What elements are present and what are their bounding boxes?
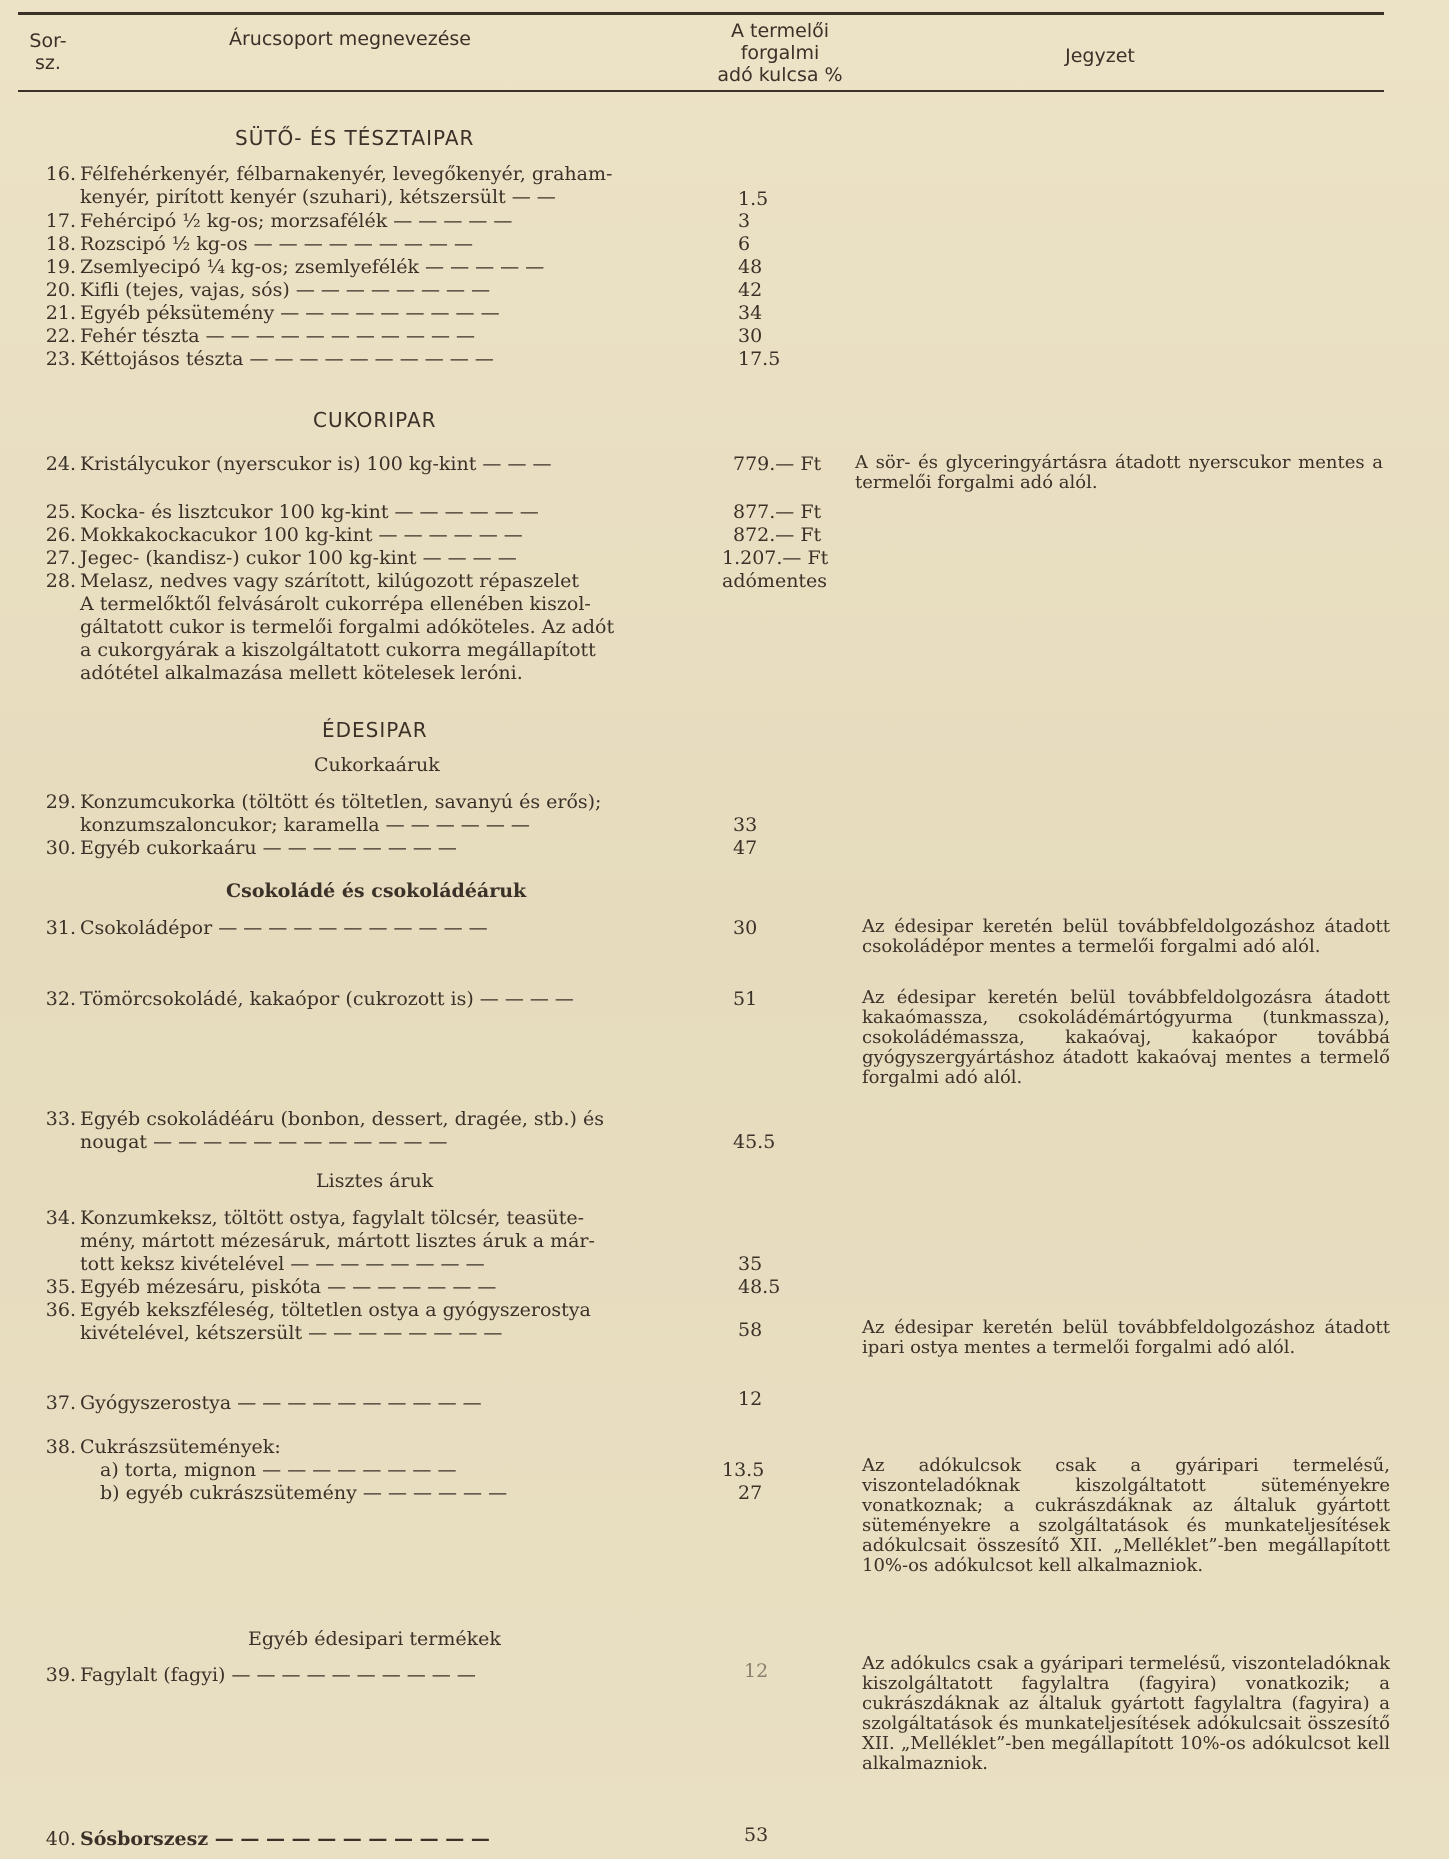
row-number: 28.: [45, 570, 76, 592]
row-description: Fehércipó ½ kg-os; morzsafélék — — — — —: [80, 210, 513, 232]
row-description: Csokoládépor — — — — — — — — — — —: [80, 917, 488, 939]
row-rate: 30: [738, 325, 763, 347]
row-number: 22.: [45, 325, 76, 347]
row-rate: 6: [738, 233, 751, 255]
row-rate: 48: [738, 256, 763, 278]
subsection-cukorkaaruk: Cukorkaáruk: [314, 754, 440, 776]
note-text: A sör- és glyceringyártásra átadott nyerscukor mentes a termelői forgalmi adó alól.: [855, 452, 1383, 493]
row-rate: 27: [738, 1482, 763, 1504]
row-number: 33.: [45, 1108, 76, 1130]
row-description: Gyógyszerostya — — — — — — — — — —: [80, 1392, 482, 1414]
row-number: 18.: [45, 233, 76, 255]
row-description: Cukrászsütemények: a) torta, mignon — — — — — — — — b) egyéb cukrászsütemény — — — — — —: [80, 1436, 508, 1504]
row-rate: 1.5: [738, 188, 769, 210]
row-rate: 53: [744, 1824, 769, 1846]
row-description: Egyéb mézesáru, piskóta — — — — — — —: [80, 1276, 497, 1298]
top-rule: [18, 12, 1384, 15]
subsection-csokolade: Csokoládé és csokoládéáruk: [226, 880, 527, 902]
header-bottom-rule: [18, 90, 1384, 92]
row-rate: 1.207.— Ft: [722, 547, 829, 569]
header-kulcs-line3: adó kulcsa %: [717, 64, 843, 86]
row-rate: 42: [738, 279, 763, 301]
row-number: 29.: [45, 791, 76, 813]
row-rate: 47: [733, 837, 758, 859]
row-number: 38.: [45, 1436, 76, 1458]
row-number: 36.: [45, 1299, 76, 1321]
row-description: Rozscipó ½ kg-os — — — — — — — — —: [80, 233, 473, 255]
row-description: Félfehérkenyér, félbarnakenyér, levegőkenyér, graham- kenyér, pirított kenyér (szuhari), kétszersült — —: [80, 163, 613, 208]
row-rate: 872.— Ft: [733, 524, 822, 546]
row-number: 26.: [45, 524, 76, 546]
row-description: Kristálycukor (nyerscukor is) 100 kg-kint — — —: [80, 453, 552, 475]
section-cukor: CUKORIPAR: [313, 408, 437, 432]
header-sorszam-line2: sz.: [35, 52, 61, 74]
row-description: Fehér tészta — — — — — — — — — — —: [80, 325, 476, 347]
row-rate: 58: [738, 1319, 763, 1341]
row-number: 30.: [45, 837, 76, 859]
subsection-lisztes: Lisztes áruk: [316, 1170, 434, 1192]
row-rate: 17.5: [738, 348, 781, 370]
row-number: 32.: [45, 988, 76, 1010]
row-rate: 877.— Ft: [733, 501, 822, 523]
row-description: Fagylalt (fagyi) — — — — — — — — — —: [80, 1664, 476, 1686]
row-description: Mokkakockacukor 100 kg-kint — — — — — —: [80, 524, 523, 546]
section-edes: ÉDESIPAR: [322, 718, 428, 742]
row-number: 19.: [45, 256, 76, 278]
row-rate: 34: [738, 302, 763, 324]
row-number: 39.: [45, 1664, 76, 1686]
row-rate: adómentes: [722, 570, 828, 592]
row-description: Jegec- (kandisz-) cukor 100 kg-kint — — — —: [80, 547, 517, 569]
row-rate: 35: [738, 1253, 763, 1275]
row-description: Kocka- és lisztcukor 100 kg-kint — — — — — —: [80, 501, 539, 523]
header-jegyzet: Jegyzet: [1065, 45, 1135, 67]
header-sorszam: [18, 30, 78, 74]
row-description: Kéttojásos tészta — — — — — — — — — —: [80, 348, 494, 370]
row-number: 35.: [45, 1276, 76, 1298]
row-description: Melasz, nedves vagy szárított, kilúgozott répaszelet A termelőktől felvásárolt cukorrépa ellenében kiszol- gáltatott cukor is termelői forgalmi adóköteles. Az adót a cukorgyárak a kiszolgáltatott cukorra megállapított adótétel alkalmazása mellett kötelesek leróni.: [80, 570, 615, 684]
row-description: Kifli (tejes, vajas, sós) — — — — — — — —: [80, 279, 491, 301]
row-number: 24.: [45, 453, 76, 475]
row-rate: 13.5: [722, 1459, 765, 1481]
row-number: 31.: [45, 917, 76, 939]
row-number: 20.: [45, 279, 76, 301]
header-kulcs-line1: A termelői: [730, 20, 830, 42]
note-text: Az adókulcs csak a gyáripari termelésű, viszonteladóknak kiszolgáltatott fagylaltra (fagyira) vonatkozik; a cukrászdáknak az általuk gyártott fagylaltra (fagyira) a szolgáltatások és munkateljesítések adókulcsait összesítő XII. „Melléklet”-ben megállapított 10%-os adókulcsot kell alkalmazniok.: [862, 1653, 1390, 1774]
row-rate: 51: [733, 988, 758, 1010]
row-number: 25.: [45, 501, 76, 523]
row-description: Zsemlyecipó ¼ kg-os; zsemlyefélék — — — — —: [80, 256, 545, 278]
row-number: 23.: [45, 348, 76, 370]
header-kulcs: [700, 20, 860, 86]
header-arucsoport: Árucsoport megnevezése: [229, 28, 471, 50]
row-description: Egyéb kekszféleség, töltetlen ostya a gyógyszerostya kivételével, kétszersült — — — — — — — —: [80, 1299, 591, 1344]
row-rate: 30: [733, 917, 758, 939]
row-number: 21.: [45, 302, 76, 324]
row-rate: 779.— Ft: [733, 453, 822, 475]
note-text: Az édesipar keretén belül továbbfeldolgozáshoz átadott csokoládépor mentes a termelői forgalmi adó alól.: [862, 916, 1390, 957]
row-number: 34.: [45, 1207, 76, 1229]
row-number: 37.: [45, 1392, 76, 1414]
row-rate: 3: [738, 210, 751, 232]
row-description: Egyéb csokoládéáru (bonbon, dessert, dragée, stb.) és nougat — — — — — — — — — — — —: [80, 1108, 604, 1153]
row-description: Egyéb péksütemény — — — — — — — — —: [80, 302, 500, 324]
row-rate: 48.5: [738, 1276, 781, 1298]
row-number: 16.: [45, 163, 76, 185]
row-description: Konzumcukorka (töltött és töltetlen, savanyú és erős); konzumszaloncukor; karamella — — — — — —: [80, 791, 602, 836]
row-rate: 12: [738, 1388, 763, 1410]
note-text: Az édesipar keretén belül továbbfeldolgozáshoz átadott ipari ostya mentes a termelői forgalmi adó alól.: [862, 1317, 1390, 1358]
row-number: 40.: [45, 1828, 76, 1850]
row-rate: 45.5: [733, 1131, 776, 1153]
row-description: Sósborszesz — — — — — — — — — — —: [80, 1828, 490, 1850]
header-sorszam-line1: Sor-: [29, 30, 67, 52]
subsection-egyeb-edes: Egyéb édesipari termékek: [248, 1628, 501, 1650]
row-rate: 12: [744, 1660, 769, 1682]
row-number: 17.: [45, 210, 76, 232]
section-suto: SÜTŐ- ÉS TÉSZTAIPAR: [235, 126, 475, 150]
row-number: 27.: [45, 547, 76, 569]
row-rate: 33: [733, 814, 758, 836]
row-description: Konzumkeksz, töltött ostya, fagylalt tölcsér, teasüte- mény, mártott mézesáruk, mártott lisztes áruk a már- tott keksz kivételével — — — — — — — —: [80, 1207, 595, 1275]
note-text: Az adókulcsok csak a gyáripari termelésű, viszonteladóknak kiszolgáltatott süteményekre vonatkoznak; a cukrászdáknak az általuk gyártott süteményekre a szolgáltatások és munkateljesítések adókulcsait összesítő XII. „Melléklet”-ben megállapított 10%-os adókulcsot kell alkalmazniok.: [862, 1455, 1390, 1576]
header-kulcs-line2: forgalmi: [740, 42, 820, 64]
row-description: Egyéb cukorkaáru — — — — — — — —: [80, 837, 457, 859]
note-text: Az édesipar keretén belül továbbfeldolgozásra átadott kakaómassza, csokoládémártógyurma (tunkmassza), csokoládémassza, kakaóvaj, kakaópor továbbá gyógyszergyártáshoz átadott kakaóvaj mentes a termelő forgalmi adó alól.: [862, 987, 1390, 1088]
row-description: Tömörcsokoládé, kakaópor (cukrozott is) — — — —: [80, 988, 574, 1010]
